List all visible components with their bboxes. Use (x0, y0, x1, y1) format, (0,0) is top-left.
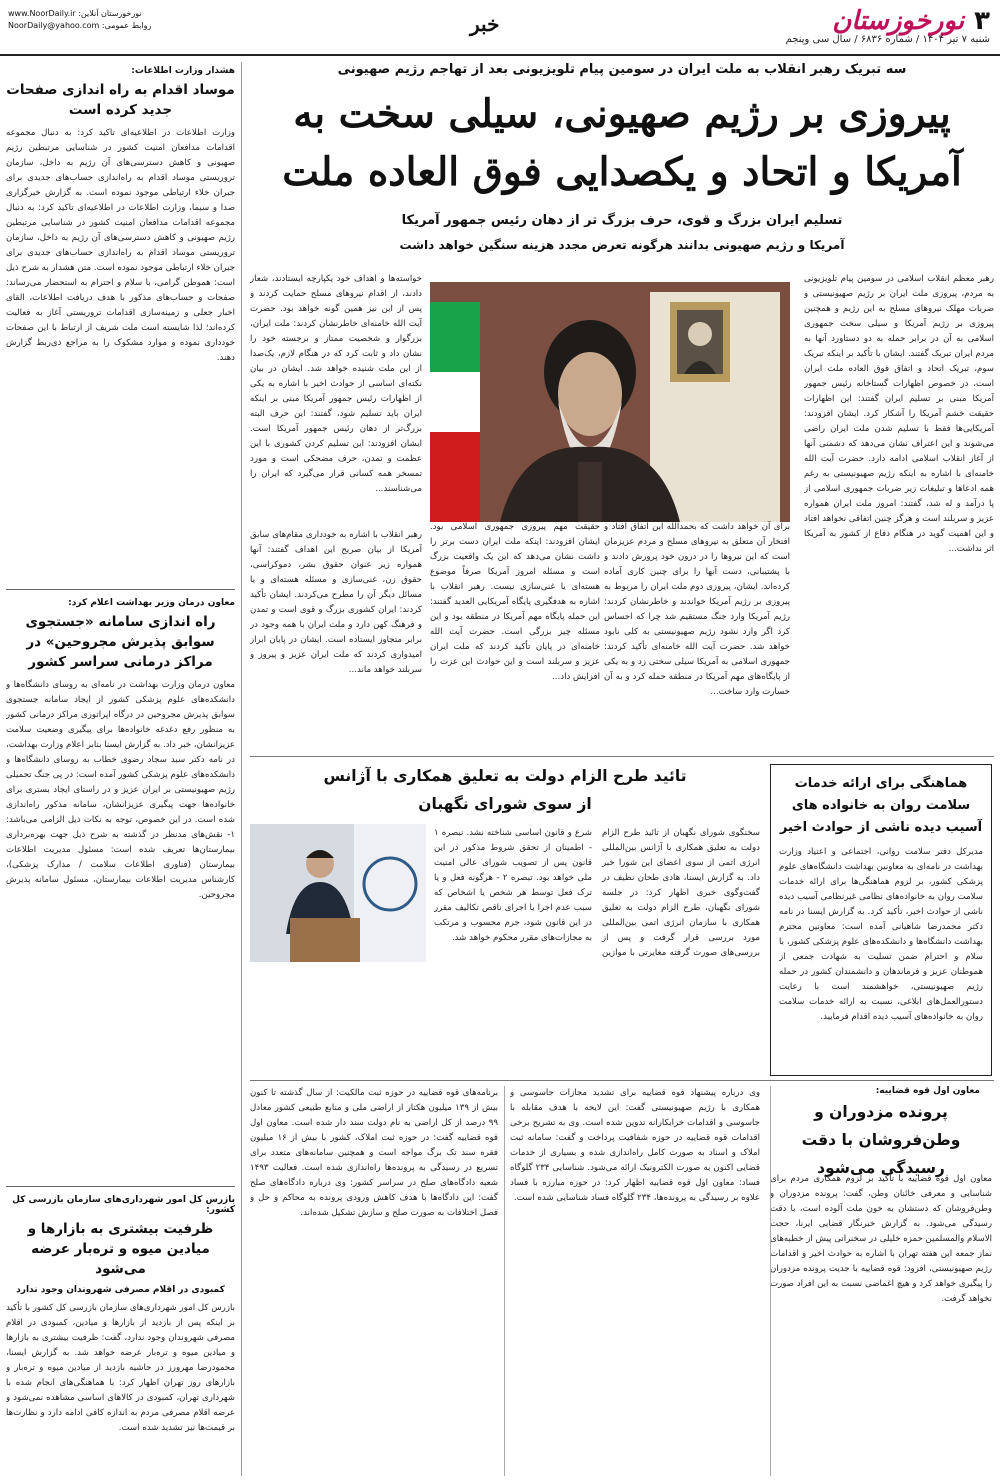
lead-column: رهبر معظم انقلاب اسلامی در سومین پیام تلویزیونی به مردم، پیروزی ملت ایران بر رژیم صهیونیستی و ضربات مهلک نیروهای مسلح به این رژیم و همچنین پیروزی بر رژیم آمریکا و سیلی سخت جمهوری اسلامی به آن در برابر حمله به دو دستاورد آنها به مردم ایران تبریک گفتند. ایشان با تأکید بر اینکه تبریک سوم، تبریک اتحاد و اتفاق فوق العاده ملت ایران است، در خصوص اظهارات گستاخانه رئیس جمهور آمریکا مبنی بر تسلیم ایران گفتند: این اظهارات حقیقت خشم آمریکا را آشکار کرد. ایشان افزودند: آمریکایی‌ها فقط با تسلیم شدن ملت ایران راضی می‌شوند و این اعتراف نشان می‌دهد که دشمنی آنها از آغاز انقلاب اسلامی ادامه دارد. حضرت آیت الله خامنه‌ای با اشاره به اینکه رژیم صهیونیستی به رغم همه ادعاها و تبلیغات زیر ضربات جمهوری اسلامی از پا درآمد و له شد، گفتند: امروز ملت ایران همواره عزیز و سربلند است و هرگز چنین اتفاقی نخواهد افتاد و این اهمیت گوید در هنگام دفاع از کشور به آمریکا اثر نداشت... (804, 274, 994, 554)
sidebar-body: وزارت اطلاعات در اطلاعیه‌ای تاکید کرد: به دنبال مجموعه اقدامات مدافعان امنیت کشور در شناسایی مرتبطین رژیم صهیونی و کاهش دسترسی‌های آن رژیم به داخل، سازمان تروریستی موساد اقدام به راه‌اندازی حساب‌های جدیدی برای جبران خلاء ارتباطی موجود نموده است. به گزارش خبرگزاری صدا و سیما، وزارت اطلاعات در اطلاعیه‌ای تاکید کرد: به دنبال مجموعه اقدامات مدافعان امنیت کشور در شناسایی مرتبطین رژیم صهیونی و کاهش دسترسی‌های آن رژیم به داخل، سازمان تروریستی موساد اقدام به راه‌اندازی حساب‌های جدیدی برای جبران خلاء ارتباطی موجود نموده است. متن هشدار به شرح ذیل است: هموطن گرامی، با سلام و احترام به استحضار می‌رساند: صفحات و حساب‌های مذکور با هدف دریافت اطلاعات، القای اخبار جعلی و زمینه‌سازی اقدامات تروریستی آغاز به فعالیت کرده‌اند؛ لذا شایسته است ملت شریف از ارتباط با این صفحات خودداری نموده و موارد مشکوک را به مراجع ذی‌ربط گزارش دهند. (6, 128, 235, 363)
lead-column: رهبر انقلاب با اشاره به خودداری مقام‌های سابق آمریکا از بیان صریح این اهداف گفتند: آنها همواره زیر عنوان حقوق بشر، دموکراسی، حقوق زن، غنی‌سازی و مسئله هسته‌ای و یا مسائل دیگر آن را مطرح می‌کردند. ایشان تأکید کردند: ایران کشوری بزرگ و قوی است و تمدن و فرهنگ کهن دارد و ملت ایران با همه وجود در برابر متجاوز ایستاده است. ایشان در پایان ابراز امیدواری کردند که ملت ایران عزیز و پیروز و سربلند خواهد ماند... (250, 530, 422, 675)
headline-line: آمریکا و اتحاد و یکصدایی فوق العاده ملت (282, 149, 962, 195)
sidebar-body: معاون درمان وزارت بهداشت در نامه‌ای به روسای دانشگاه‌ها و دانشکده‌های علوم پزشکی کشور از ایجاد سامانه جستجوی سوابق پذیرش مجروحین در درگاه اپراتوری مراکز درمانی کشور به منظور رفع دغدغه خانواده‌ها برای پیگیری وضعیت سلامت عزیزانشان، خبر داد. به گزارش ایسنا بنابر اعلام وزارت بهداشت، در نامه دکتر سید سجاد رضوی خطاب به روسای دانشگاه‌ها و دانشکده‌های علوم پزشکی کشور آمده است: در پی جنگ تحمیلی رژیم صهیونیستی بر ایران عزیز و در راستای ایجاد بستری برای خانواده‌ها جهت پیگیری عزیزانشان، سامانه مذکور راه‌اندازی شده است. در این خصوص، توجه به نکات ذیل الزامی می‌باشد: ۱- نقش‌های مدنظر در گذشته به شرح ذیل جهت بهره‌برداری بیمارستان‌ها تعریف شده است: مسئول مدیریت اطلاعات بیمارستان (فناوری اطلاعات سلامت / مدارک پزشکی)، کارشناس مدیریت اطلاعات بیمارستان، مسئول سامانه پذیرش مجروحین. (6, 680, 235, 900)
lead-column: خواسته‌ها و اهداف خود یکپارچه ایستادند، شعار دادند، از اقدام نیروهای مسلح حمایت کردند و پس از این نیز همین گونه خواهد بود. حضرت آیت الله خامنه‌ای خاطرنشان کردند: ملت ایران، بزرگوار و شخصیت ممتاز و برجسته خود را نشان داد و ثابت کرد که در هنگام لازم، یک‌صدا از این ملت شنیده خواهد شد. ایشان در بیان نکته‌ای اساسی از حوادث اخیر با اشاره به یکی از اظهارات رئیس جمهور آمریکا مبنی بر اینکه ایران باید تسلیم شود، گفتند: این حرف البته بزرگ‌تر از دهان رئیس جمهور آمریکا است. ایشان افزودند: این تسلیم کردن کشوری با این عظمت و تمدن، حرف مضحکی است و مورد تمسخر همه کسانی قرار می‌گیرد که ایران را می‌شناسند... (250, 274, 422, 494)
lead-story-header (250, 60, 994, 252)
lead-subhead: آمریکا و رژیم صهیونی بدانند هرگونه تعرض مجدد هزینه سنگین خواهد داشت (399, 238, 845, 252)
site-email[interactable]: روابط عمومی: NoorDaily@yahoo.com (8, 21, 152, 30)
judiciary-continuation: برنامه‌های قوه قضاییه در حوزه ثبت مالکیت: از سال گذشته تا کنون بیش از ۱۳۹ میلیون هکتار از اراضی ملی و منابع طبیعی کشور معادل ۹۹ درصد از کل اراضی به نام دولت سند دار شده است. معاون اول قوه قضاییه گفت: در حوزه ثبت املاک، کشور با بیش از ۱۶ میلیون فقره سند تک برگ مواجه است و همچنین سامانه‌های متعدد برای تسریع در رسیدگی به پرونده‌ها راه‌اندازی شده است. فعالیت ۱۴۹۳ شعبه دادگاه‌های صلح در سراسر کشور: وی درباره دادگاه‌های صلح گفت: این دادگاه‌ها با هدف کاهش ورودی پرونده به محاکم و حل و فصل اختلافات به صورت صلح و سازش تشکیل شده‌اند. (250, 1088, 498, 1218)
sidebar-title: ظرفیت بیشتری به بازارها و میادین میوه و تره‌بار عرضه می‌شود (27, 1221, 214, 1277)
title-line: از سوی شورای نگهبان (418, 795, 592, 813)
column-rule (504, 1086, 505, 1476)
sidebar-title: راه اندازی سامانه «جستجوی سوابق پذیرش مجروحین» در مراکز درمانی سراسر کشور (25, 614, 216, 670)
judiciary-body: معاون اول قوه قضاییه با تاکید بر لزوم همکاری مردم برای شناسایی و معرفی خائنان وطن، گفت: پرونده مزدوران و وطن‌فروشان که دستشان به خون ملت آلوده است، با دقت رسیدگی می‌شود. به گزارش خبرنگار قضایی ایرنا، حجت الاسلام والمسلمین حمزه خلیلی در سخنرانی پیش از خطبه‌های نماز جمعه این هفته تهران با اشاره به حوادث اخیر و اقدامات رژیم صهیونیستی، افزود: قوه قضاییه با جدیت پرونده مزدوران را پیگیری خواهد کرد و هیچ اغماضی نسبت به این افراد صورت نخواهد گرفت. (770, 1174, 992, 1304)
issue-line: شنبه ۷ تیر ۱۴۰۴ / شماره ۶۸۳۶ / سال سی وپنجم (785, 34, 990, 45)
divider (250, 756, 994, 757)
site-info (8, 8, 158, 32)
headline-line: پیروزی بر رژیم صهیونی، سیلی سخت به (293, 91, 951, 137)
divider (6, 589, 235, 590)
section-name: خبر (470, 12, 500, 36)
masthead (0, 0, 1000, 56)
divider (6, 1186, 235, 1187)
iaea-article-title (250, 762, 760, 818)
title-line: تائید طرح الزام دولت به تعلیق همکاری با آژانس (323, 767, 687, 785)
divider (250, 1080, 994, 1081)
sidebar-kicker: بازرس کل امور شهرداری‌های سازمان بازرسی کل کشور: (12, 1195, 235, 1215)
news-sidebar (6, 62, 242, 1476)
page-number: ۳ (974, 6, 990, 36)
iaea-column (250, 966, 426, 1076)
lead-column: حقیقت مهم پیروزی جمهوری اسلامی بود. ایشان افزودند: اینکه ملت ایران دست برتر را داشت نشان می‌دهد که این یک واقعیت بزرگ است و مسئله امروز آمریکا صرفاً موضوع هسته‌ای یا غنی‌سازی نیست. رهبر انقلاب با اشاره به هدفگیری پایگاه آمریکایی العدید گفتند: این حمله پایگاه مهم آمریکا در منطقه بود و این مسئله چیز بزرگی است. حضرت آیت الله خامنه‌ای در پایان تأکید کردند که ملت ایران عزیز و سربلند است و این حوادث این عزت را افزایش داد... (430, 522, 600, 682)
box-title: هماهنگی برای ارائه خدمات سلامت روان به خانواده های آسیب دیده ناشی از حوادث اخیر (779, 776, 983, 835)
judiciary-kicker: معاون اول قوه قضاییه: (875, 1086, 980, 1096)
sidebar-note: کمبودی در اقلام مصرفی شهروندان وجود ندارد (16, 1285, 225, 1295)
lead-supertitle: سه تبریک رهبر انقلاب به ملت ایران در سومین پیام تلویزیونی بعد از تهاجم رژیم صهیونی (337, 62, 907, 77)
spokesman-photo-illustration (250, 824, 426, 962)
newspaper-logo[interactable] (832, 6, 990, 36)
lead-headline (250, 85, 994, 201)
judiciary-continuation: وی درباره پیشنهاد قوه قضاییه برای تشدید مجازات جاسوسی و همکاری با رژیم صهیونیستی گفت: این لایحه با هدف مقابله با جاسوسی و اقدامات خرابکارانه تدوین شده است. وی به تشریح برخی اقدامات قوه قضاییه در حوزه شفافیت پرداخت و گفت: سامانه ثبت املاک و اسناد به صورت کامل راه‌اندازی شده و بسیاری از خدمات قضایی اکنون به صورت الکترونیک ارائه می‌شود. شناسایی ۲۳۴ گلوگاه فساد: معاون اول قوه قضاییه اظهار کرد: در حوزه مبارزه با فساد علاوه بر رسیدگی به پرونده‌ها، ۲۳۴ گلوگاه فساد شناسایی شده است. (510, 1088, 760, 1203)
logo-text: نورخوزستان (832, 6, 965, 36)
leader-photo (430, 282, 790, 522)
sidebar-title: موساد اقدام به راه اندازی صفحات جدید کرده است (6, 82, 235, 118)
sidebar-kicker: هشدار وزارت اطلاعات: (131, 66, 235, 76)
mental-health-box (770, 764, 992, 1076)
sidebar-kicker: معاون درمان وزیر بهداشت اعلام کرد: (68, 598, 235, 608)
box-body: مدیرکل دفتر سلامت روانی، اجتماعی و اعتیاد وزارت بهداشت در نامه‌ای به معاونین بهداشت دانشگاه‌های علوم پزشکی کشور، بر لزوم هماهنگی‌ها برای ارائه خدمات سلامت روان به خانواده‌های نظامی غیرنظامی آسیب دیده ناشی از حوادث اخیر، تأکید کرد. به گزارش ایسنا در نامه دکتر محمدرضا شاهیانی آمده است: معاونین محترم بهداشت دانشگاه‌ها و دانشکده‌های علوم پزشکی کشور، با سلام و احترام ضمن تسلیت به شهادت جمعی از هموطنان عزیز و فرماندهان و دانشمندان کشور در حمله رژیم صهیونیستی، خواهشمند است با رعایت دستورالعمل‌های ابلاغی، نسبت به ارائه خدمات سلامت روان به خانواده‌های آسیب دیده اقدام فرمایید. (779, 847, 983, 1022)
lead-column: برای آن خواهد داشت که بحمدالله این اتفاق افتاد و افتخار آن متعلق به نیروهای مسلح و مردم عزیزمان است که این نیروها را در درون خود پرورش دادند و با پشتیبانی، دست آنها را برای چنین کاری آماده کرده‌اند. ایشان، پیروزی دوم ملت ایران را مربوط به پیروزی بر رژیم آمریکا خواندند و خاطرنشان کردند: رژیم آمریکا وارد جنگ مستقیم شد چرا که احساس کرد اگر وارد نشود رژیم صهیونیستی به کلی نابود خواهد شد. حضرت آیت الله خامنه‌ای تأکید کردند: جمهوری اسلامی به آمریکا سیلی سختی زد و به یکی از پایگاه‌های مهم آمریکا در منطقه حمله کرد و به آن خسارت وارد ساخت... (604, 522, 790, 697)
judiciary-title: پرونده مزدوران و وطن‌فروشان با دقت رسیدگی می‌شود (801, 1103, 961, 1177)
lead-subhead: تسلیم ایران بزرگ و قوی، حرف بزرگ‌ تر از دهان رئیس جمهور آمریکا (401, 213, 843, 228)
site-url[interactable]: نورخوزستان آنلاین: www.NoorDaily.ir (8, 9, 142, 18)
leader-photo-illustration (430, 282, 790, 522)
column-rule (770, 1086, 771, 1476)
spokesman-photo (250, 824, 426, 962)
sidebar-body: بازرس کل امور شهرداری‌های سازمان بازرسی کل کشور با تأکید بر اینکه پس از بازدید از بازارها و میادین، کمبودی در اقلام مصرفی شهروندان وجود ندارد، گفت: ظرفیت بیشتری به بازارها و میادین میوه و تره‌بار عرضه خواهد شد. به گزارش ایسنا، محمودرضا مهرورز در حاشیه بازدید از میادین میوه و تره‌بار و بازارهای روز تهران اظهار کرد: با هماهنگی‌های انجام شده با شهرداری تهران، کمبودی در کالاهای اساسی مشاهده نمی‌شود و عرضه اقلام مصرفی مردم به اندازه کافی ادامه دارد و نظارت‌ها بر قیمت‌ها نیز تشدید شده است. (6, 1303, 235, 1433)
iaea-body: سخنگوی شورای نگهبان از تائید طرح الزام دولت به تعلیق همکاری با آژانس بین‌المللی انرژی اتمی از سوی اعضای این شورا خبر داد. به گزارش ایسنا، هادی طحان نظیف در گفت‌وگوی خبری اظهار کرد: در جلسه شورای نگهبان، طرح الزام دولت به تعلیق همکاری با سازمان انرژی اتمی بین‌المللی مورد بررسی قرار گرفت و پس از بررسی‌های صورت گرفته مغایرتی با موازین شرع و قانون اساسی شناخته نشد. نبصره ۱ - اطمینان از تحقق شروط مذکور در این قانون پس از تصویب شورای عالی امنیت ملی خواهد بود. تبصره ۲ - هرگونه فعل و یا ترک فعل توسط هر شخص یا اشخاص که سبب عدم اجرا یا اجرای ناقص تکالیف مقرر در این قانون شود، جرم محسوب و مرتکب به مجازات‌های مقرر محکوم خواهد شد. (434, 828, 760, 958)
